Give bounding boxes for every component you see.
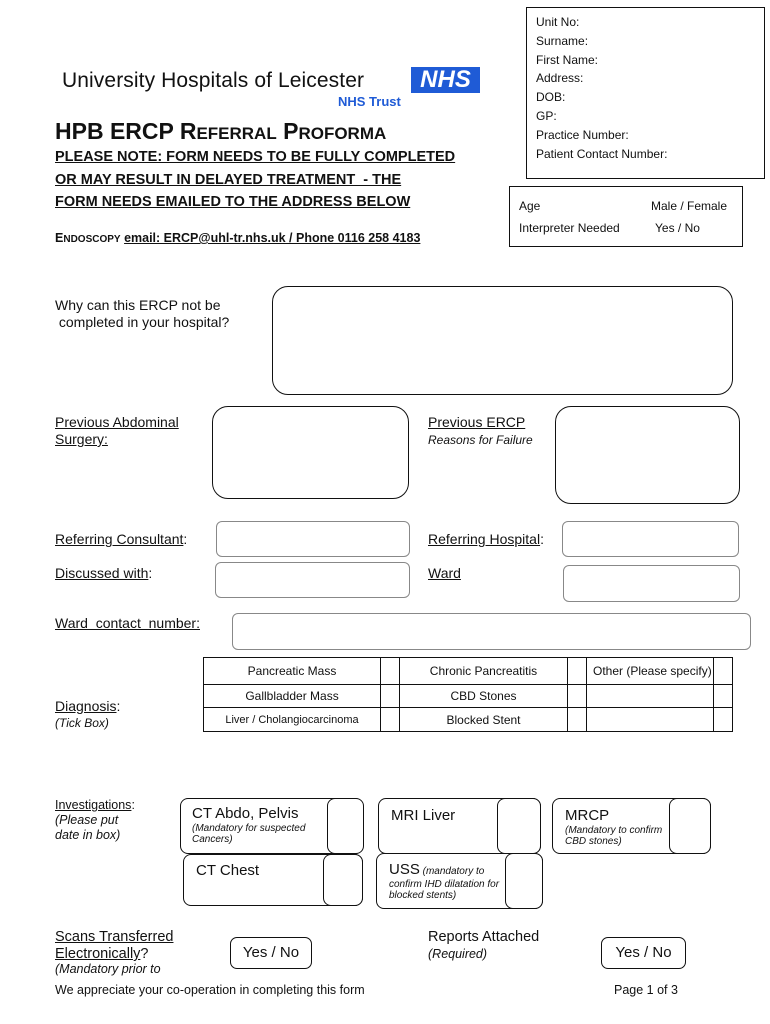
referring-consultant-field[interactable]: [216, 521, 410, 557]
diagnosis-tickbox[interactable]: [714, 708, 733, 732]
mri-liver-label: MRI Liver: [391, 807, 456, 824]
patient-details-box[interactable]: [526, 7, 765, 179]
diagnosis-option: Liver / Cholangiocarcinoma: [204, 708, 381, 732]
org-name: University Hospitals of Leicester: [62, 69, 365, 92]
interpreter-label: Interpreter Needed: [519, 221, 620, 235]
dob-label: DOB:: [536, 90, 566, 105]
age-interpreter-box[interactable]: [509, 186, 743, 247]
diagnosis-option: Gallbladder Mass: [204, 685, 381, 708]
page-title: [55, 118, 386, 145]
ct-abdo-label: CT Abdo, Pelvis: [192, 805, 299, 822]
notice-line-2: OR MAY RESULT IN DELAYED TREATMENT - THE: [55, 172, 402, 188]
previous-surgery-box[interactable]: [212, 406, 409, 499]
ward-contact-field[interactable]: [232, 613, 751, 650]
prev-surgery-line: Previous Abdominal: [55, 414, 179, 430]
why-line: completed in your hospital?: [55, 314, 230, 330]
diagnosis-option: Pancreatic Mass: [204, 658, 381, 685]
scans-line: Electronically: [55, 946, 141, 962]
diagnosis-other-field[interactable]: [587, 708, 714, 732]
diagnosis-label: [55, 698, 120, 714]
unit-no-label: Unit No:: [536, 15, 580, 29]
why-question: [55, 297, 229, 331]
page-number: Page 1 of 3: [614, 983, 678, 997]
colon: :: [148, 565, 153, 581]
why-answer-box[interactable]: [272, 286, 733, 395]
diagnosis-option: Blocked Stent: [400, 708, 568, 732]
title-part: EFERRAL: [196, 124, 277, 143]
prev-surgery-line: Surgery:: [55, 431, 108, 447]
mrcp-date-box[interactable]: [669, 798, 711, 854]
diagnosis-tickbox[interactable]: [381, 708, 400, 732]
ct-abdo-note: (Mandatory for suspected Cancers): [192, 823, 306, 845]
referring-consultant-label: [55, 531, 187, 547]
diagnosis-row: [204, 708, 733, 732]
investigations-sub-line: date in box): [55, 828, 121, 842]
gp-label: GP:: [536, 108, 557, 123]
endoscopy-rest: NDOSCOPY: [63, 234, 121, 245]
practice-number-label: Practice Number:: [536, 127, 629, 142]
investigations-label: [55, 798, 135, 812]
why-line: Why can this ERCP not be: [55, 297, 221, 313]
diagnosis-tickbox[interactable]: [568, 685, 587, 708]
sex-options[interactable]: Male / Female: [651, 199, 728, 213]
referring-consultant-text: Referring Consultant: [55, 531, 184, 547]
discussed-with-text: Discussed with: [55, 565, 149, 581]
title-part: P: [276, 118, 299, 144]
referring-hospital-field[interactable]: [562, 521, 739, 557]
diagnosis-tickbox[interactable]: [381, 658, 400, 685]
diagnosis-other-field[interactable]: [587, 685, 714, 708]
diagnosis-tickbox[interactable]: [568, 708, 587, 732]
investigations-sub: [55, 813, 120, 843]
footer-appreciation: We appreciate your co-operation in completing this form: [55, 983, 365, 997]
investigations-sub-line: (Please put: [55, 813, 119, 827]
previous-ercp-box[interactable]: [555, 406, 740, 504]
interpreter-options[interactable]: Yes / No: [655, 221, 700, 235]
referring-hospital-label: [428, 531, 544, 547]
ward-field[interactable]: [563, 565, 740, 602]
title-part: HPB ERCP R: [55, 118, 197, 144]
notice-line-3: FORM NEEDS EMAILED TO THE ADDRESS BELOW: [55, 194, 411, 210]
age-label: Age: [519, 199, 541, 213]
uss-note-1: (mandatory to: [419, 866, 485, 877]
colon: :: [116, 698, 121, 714]
ct-chest-label: CT Chest: [196, 862, 260, 879]
referring-hospital-text: Referring Hospital: [428, 531, 541, 547]
diagnosis-sub: (Tick Box): [55, 716, 109, 730]
mrcp-label: MRCP: [565, 807, 610, 824]
scans-line: Scans Transferred: [55, 929, 174, 945]
previous-surgery-label: [55, 414, 179, 448]
diagnosis-tickbox[interactable]: [714, 685, 733, 708]
endoscopy-contact: [55, 231, 420, 245]
patient-contact-number-label: Patient Contact Number:: [536, 146, 668, 161]
first-name-label: First Name:: [536, 52, 599, 67]
diagnosis-row: [204, 658, 733, 685]
diagnosis-option: CBD Stones: [400, 685, 568, 708]
title-part: ROFORMA: [298, 124, 387, 143]
reports-yes-no[interactable]: Yes / No: [601, 937, 686, 969]
scans-yes-no[interactable]: Yes / No: [230, 937, 312, 969]
discussed-with-field[interactable]: [215, 562, 410, 598]
surname-label: Surname:: [536, 33, 589, 48]
ct-chest-date-box[interactable]: [323, 854, 363, 906]
ct-abdo-date-box[interactable]: [327, 798, 364, 854]
diagnosis-row: [204, 685, 733, 708]
diagnosis-table: [203, 657, 733, 732]
uss-date-box[interactable]: [505, 853, 543, 909]
previous-ercp-sub: Reasons for Failure: [428, 433, 533, 447]
scans-label: [55, 929, 173, 963]
diagnosis-tickbox[interactable]: [714, 658, 733, 685]
endoscopy-initial: E: [55, 231, 64, 245]
scans-sub: (Mandatory prior to: [55, 962, 161, 976]
diagnosis-option: Other (Please specify): [587, 658, 714, 685]
ward-contact-label: Ward contact number:: [55, 615, 200, 631]
colon: :: [131, 798, 135, 812]
scans-question-mark: ?: [140, 946, 149, 962]
diagnosis-tickbox[interactable]: [381, 685, 400, 708]
mrcp-note: (Mandatory to confirm CBD stones): [565, 825, 663, 847]
contact-details[interactable]: email: ERCP@uhl-tr.nhs.uk / Phone 0116 258 4183: [124, 231, 421, 245]
colon: :: [183, 531, 188, 547]
reports-sub: (Required): [428, 947, 488, 961]
colon: :: [540, 531, 544, 547]
ward-label: Ward: [428, 565, 461, 581]
reports-label: Reports Attached: [428, 929, 540, 945]
nhs-trust: NHS Trust: [338, 94, 401, 109]
notice-line-1: PLEASE NOTE: FORM NEEDS TO BE FULLY COMPLETED: [55, 149, 456, 165]
diagnosis-tickbox[interactable]: [568, 658, 587, 685]
nhs-logo: NHS: [411, 67, 480, 93]
investigations-text: Investigations: [55, 798, 132, 812]
address-label: Address:: [536, 71, 584, 86]
diagnosis-option: Chronic Pancreatitis: [400, 658, 568, 685]
mri-liver-date-box[interactable]: [497, 798, 541, 854]
uss-heading: [389, 861, 484, 879]
uss-label: USS: [389, 861, 420, 878]
diagnosis-text: Diagnosis: [55, 698, 117, 714]
previous-ercp-label: Previous ERCP: [428, 414, 526, 430]
uss-note-2: confirm IHD dilatation for blocked stents): [389, 879, 500, 901]
discussed-with-label: [55, 565, 152, 581]
